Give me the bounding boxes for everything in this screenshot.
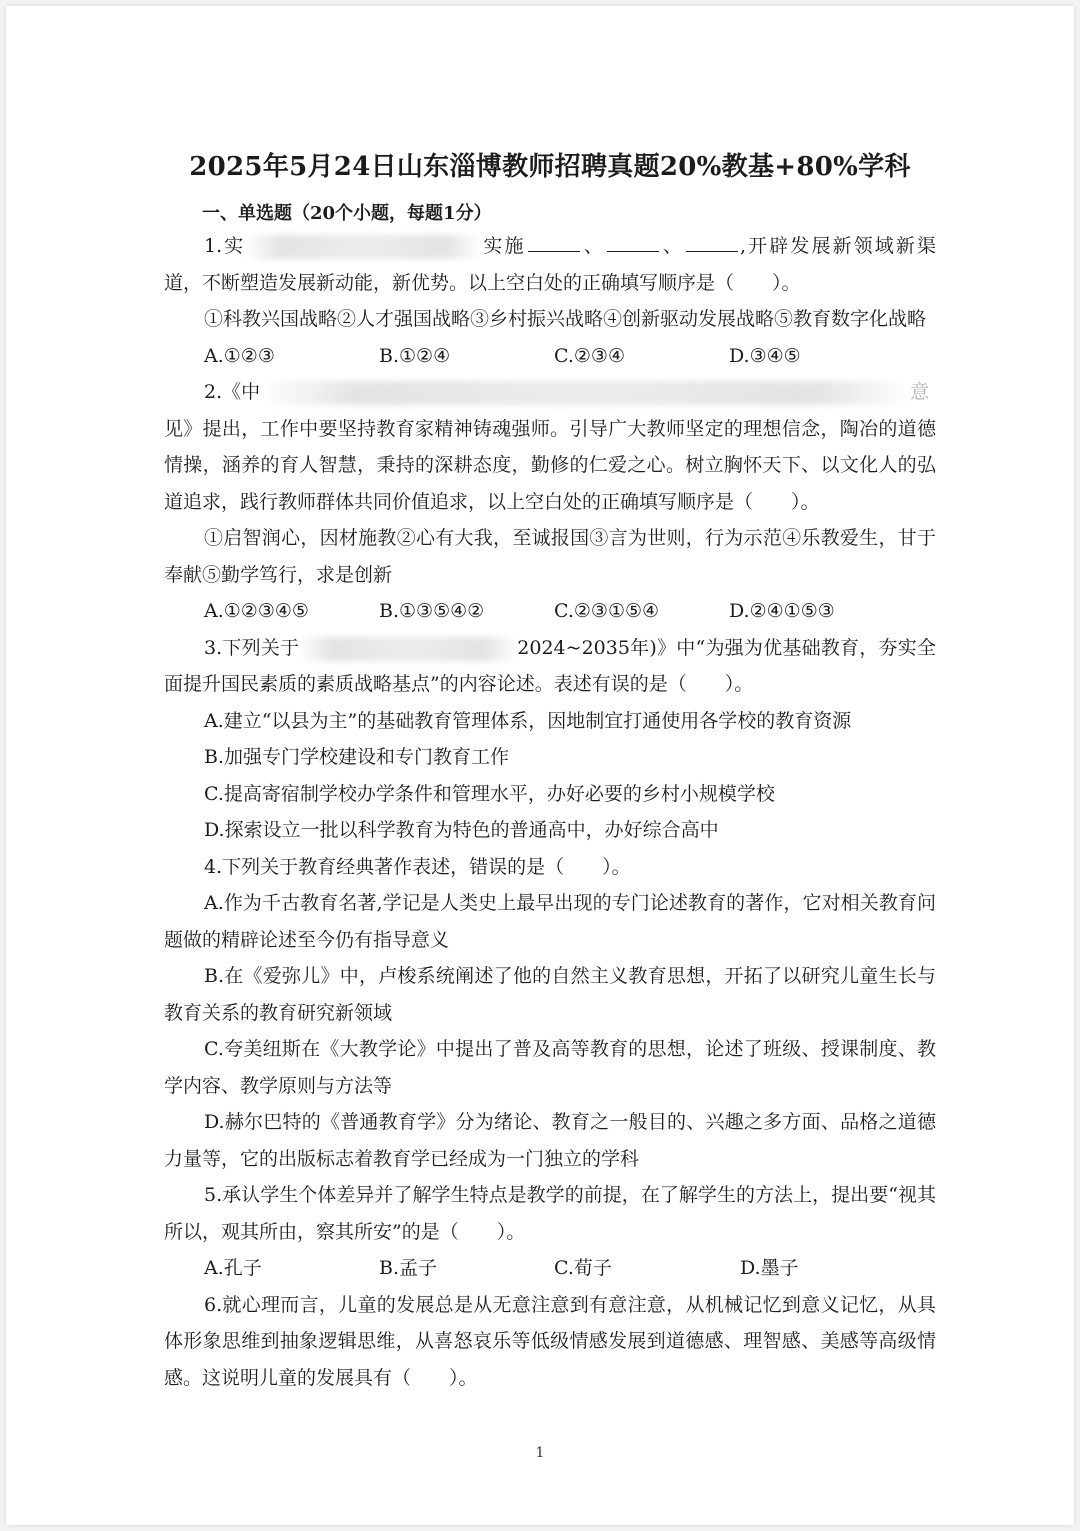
question-2-prefix: 2.《中 xyxy=(204,381,261,403)
separator: 、 xyxy=(660,235,685,257)
option-b: B.①③⑤④② xyxy=(379,600,485,622)
question-4-option-b: B.在《爱弥儿》中，卢梭系统阐述了他的自然主义教育思想，开拓了以研究儿童生长与教育关系的教育研究新领域 xyxy=(164,965,936,1024)
question-3-option-b: B.加强专门学校建设和专门教育工作 xyxy=(204,746,510,768)
question-3-rest: 2024~2035年)》中“为强为优基础教育，夯实全面提升国民素质的素质战略基点”的内容论述。表述有误的是（ ）。 xyxy=(164,636,936,695)
redacted-region xyxy=(245,235,481,259)
option-b: B.孟子 xyxy=(379,1257,438,1279)
question-3-prefix: 3.下列关于 xyxy=(204,636,300,659)
question-4-option-a: A.作为千古教育名著,学记是人类史上最早出现的专门论述教育的著作，它对相关教育问题做的精辟论述至今仍有指导意义 xyxy=(164,892,936,951)
answer-blank xyxy=(607,231,659,252)
question-4-option-c: C.夸美纽斯在《大教学论》中提出了普及高等教育的思想，论述了班级、授课制度、教学内容、教学原则与方法等 xyxy=(164,1038,936,1097)
question-2-suffix: 意 xyxy=(910,381,930,403)
section-heading: 一、单选题（20个小题，每题1分） xyxy=(202,203,492,224)
question-1-items: ①科教兴国战略②人才强国战略③乡村振兴战略④创新驱动发展战略⑤教育数字化战略 xyxy=(204,308,927,330)
question-1-rest: ,开辟发展新领域新渠道，不断塑造发展新动能，新优势。以上空白处的正确填写顺序是（ ）。 xyxy=(164,235,936,294)
question-5-stem: 5.承认学生个体差异并了解学生特点是教学的前提，在了解学生的方法上，提出要“视其所以，观其所由，察其所安”的是（ ）。 xyxy=(164,1184,936,1243)
question-3-stem xyxy=(164,630,936,703)
question-3-option-a: A.建立“以县为主”的基础教育管理体系，因地制宜打通使用各学校的教育资源 xyxy=(204,709,852,732)
question-2-items: ①启智润心，因材施教②心有大我，至诚报国③言为世则，行为示范④乐教爱生，甘于奉献⑤勤学笃行，求是创新 xyxy=(164,527,936,586)
question-2-stem: 见》提出，工作中要坚持教育家精神铸魂强师。引导广大教师坚定的理想信念，陶冶的道德情操，涵养的育人智慧，秉持的深耕态度，勤修的仁爱之心。树立胸怀天下、以文化人的弘道追求，践行教师群体共同价值追求，以上空白处的正确填写顺序是（ ）。 xyxy=(164,417,936,513)
question-4-option-d: D.赫尔巴特的《普通教育学》分为绪论、教育之一般目的、兴趣之多方面、品格之道德力量等，它的出版标志着教育学已经成为一门独立的学科 xyxy=(164,1111,936,1170)
redacted-region xyxy=(260,381,910,405)
question-2-stem-line1 xyxy=(164,374,936,411)
question-1-prefix: 1.实 xyxy=(204,235,246,257)
option-d: D.墨子 xyxy=(740,1257,799,1279)
redacted-region xyxy=(299,637,517,661)
question-2-options xyxy=(164,593,936,630)
question-3-option-d: D.探索设立一批以科学教育为特色的普通高中，办好综合高中 xyxy=(204,819,719,841)
question-1-options xyxy=(164,338,936,375)
option-d: D.③④⑤ xyxy=(729,344,801,367)
document-page xyxy=(6,6,1074,1525)
option-c: C.荀子 xyxy=(554,1257,612,1279)
option-d: D.②④①⑤③ xyxy=(729,600,835,622)
separator: 、 xyxy=(581,235,605,257)
page-number: 1 xyxy=(535,1445,545,1461)
page-title: 2025年5月24日山东淄博教师招聘真题20%教基+80%学科 xyxy=(189,152,911,182)
answer-blank xyxy=(686,231,738,252)
question-1-after-blur: 实施 xyxy=(481,235,526,257)
question-3-option-c: C.提高寄宿制学校办学条件和管理水平，办好必要的乡村小规模学校 xyxy=(204,782,775,805)
answer-blank xyxy=(528,231,580,252)
option-b: B.①②④ xyxy=(379,344,451,367)
question-list xyxy=(164,228,936,1396)
option-a: A.孔子 xyxy=(204,1257,262,1279)
question-5-options xyxy=(164,1250,936,1287)
option-a: A.①②③ xyxy=(204,344,275,367)
question-6-stem: 6.就心理而言，儿童的发展总是从无意注意到有意注意，从机械记忆到意义记忆，从具体形象思维到抽象逻辑思维，从喜怒哀乐等低级情感发展到道德感、理智感、美感等高级情感。这说明儿童的发展具有（ ）。 xyxy=(164,1293,936,1389)
option-a: A.①②③④⑤ xyxy=(204,600,309,622)
question-4-stem: 4.下列关于教育经典著作表述，错误的是（ ）。 xyxy=(204,855,631,878)
option-c: C.②③①⑤④ xyxy=(554,600,660,622)
option-c: C.②③④ xyxy=(554,344,625,367)
question-1-stem xyxy=(164,228,936,301)
